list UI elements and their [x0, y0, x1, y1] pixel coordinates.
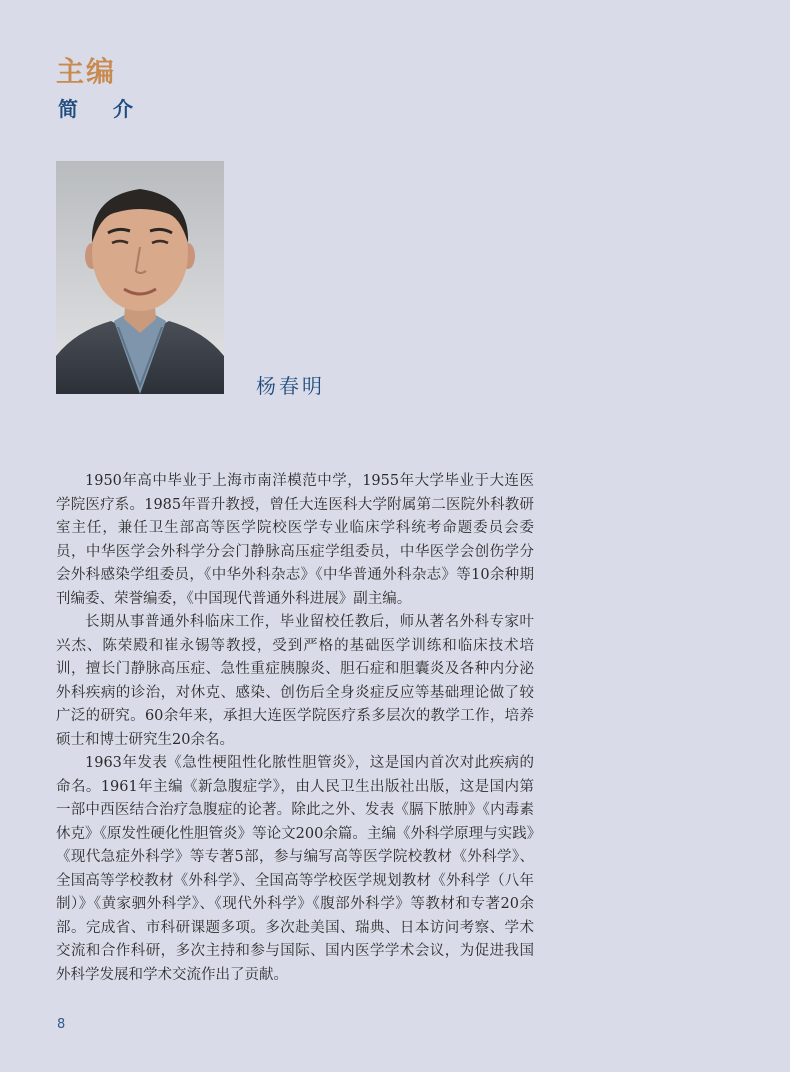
- page-number: 8: [57, 1017, 66, 1032]
- portrait-photo: [56, 161, 224, 394]
- person-name: 杨春明: [256, 374, 325, 398]
- biography-paragraph: 长期从事普通外科临床工作，毕业留校任教后，师从著名外科专家叶兴杰、陈荣殿和崔永锡等教授，受到严格的基础医学训练和临床技术培训，擅长门静脉高压症、急性重症胰腺炎、胆石症和胆囊炎及各种内分泌外科疾病的诊治，对休克、感染、创伤后全身炎症反应等基础理论做了较广泛的研究。60余年来，承担大连医学院医疗系多层次的教学工作，培养硕士和博士研究生20余名。: [56, 614, 534, 748]
- biography-paragraph: 1963年发表《急性梗阻性化脓性胆管炎》，这是国内首次对此疾病的命名。1961年主编《新急腹症学》，由人民卫生出版社出版，这是国内第一部中西医结合治疗急腹症的论著。除此之外、发表《膈下脓肿》《内毒素休克》《原发性硬化性胆管炎》等论文200余篇。主编《外科学原理与实践》《现代急症外科学》等专著5部，参与编写高等医学院校教材《外科学》、全国高等学校教材《外科学》、全国高等学校医学规划教材《外科学（八年制）》《黄家驷外科学》、《现代外科学》《腹部外科学》等教材和专著20余部。完成省、市科研课题多项。多次赴美国、瑞典、日本访问考察、学术交流和合作科研，多次主持和参与国际、国内医学学术会议，为促进我国外科学发展和学术交流作出了贡献。: [56, 755, 534, 983]
- biography-text: [56, 470, 534, 987]
- page-title: 主编: [56, 55, 117, 88]
- page-subtitle: 简 介: [58, 97, 147, 121]
- biography-paragraph: 1950年高中毕业于上海市南洋模范中学，1955年大学毕业于大连医学院医疗系。1985年晋升教授，曾任大连医科大学附属第二医院外科教研室主任，兼任卫生部高等医学院校医学专业临床学科统考命题委员会委员，中华医学会外科学分会门静脉高压症学组委员，中华医学会创伤学分会外科感染学组委员，《中华外科杂志》《中华普通外科杂志》等10余种期刊编委、荣誉编委，《中国现代普通外科进展》副主编。: [56, 473, 534, 607]
